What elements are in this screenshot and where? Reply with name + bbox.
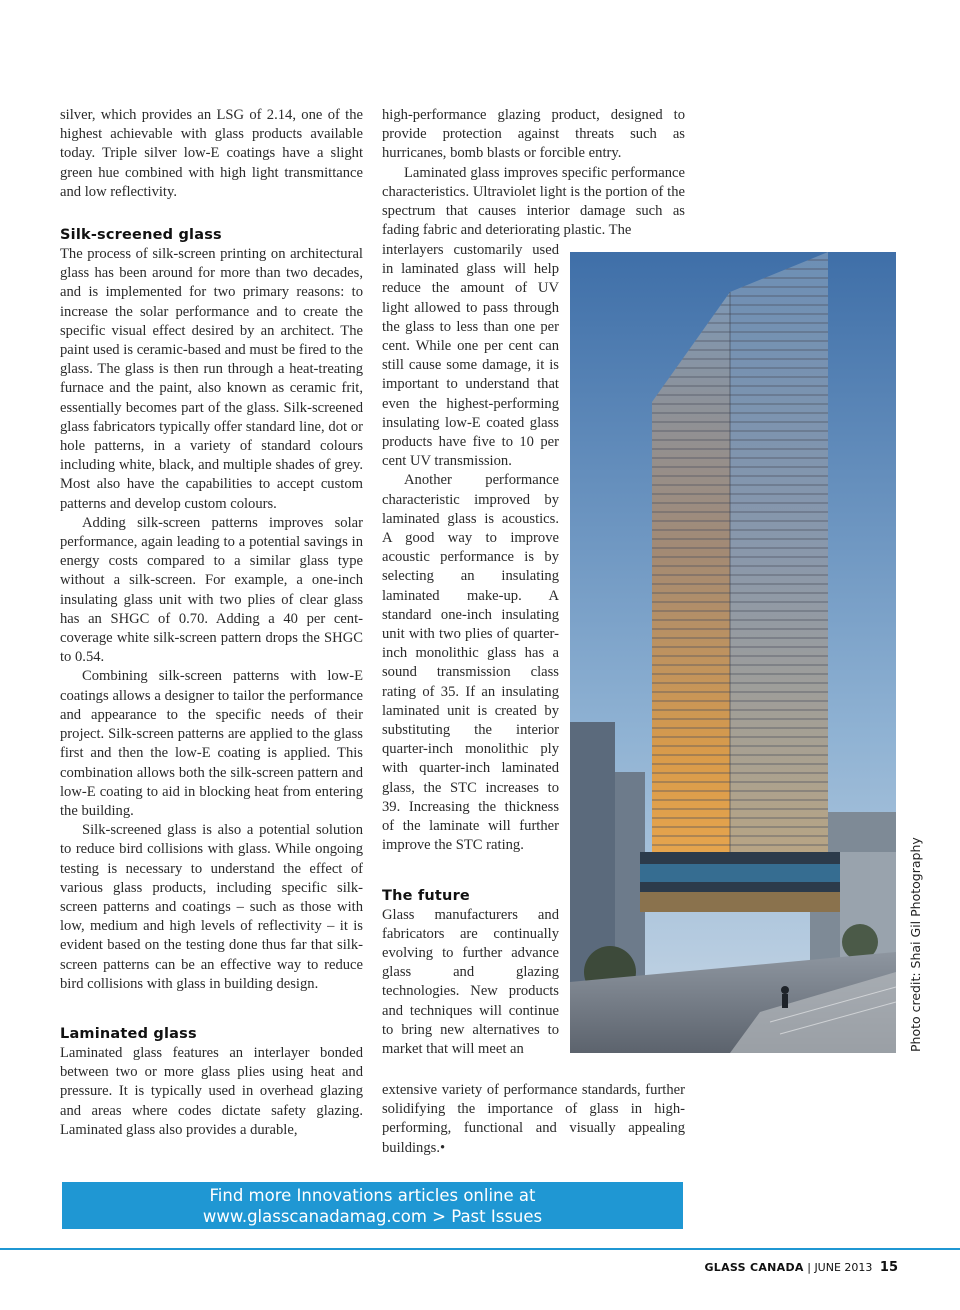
silk-paragraph-1: The process of silk-screen printing on architectural glass has been around for more than two decades, and is implemented for two primary reasons: to increase the solar performance and to create the specific visual effect desired by an architect. The paint used is ceramic-based and must be fired to the glass. The glass is then run through a heat-treating furnace and the paint, also known as ceramic frit, essentially becomes part of the glass. Silk-screened glass fabricators typically offer standard line, dot or hole patterns, in a variety of standard colours including white, black, and multiple shades of grey. Most also have the capabilities to accept custom patterns and develop custom colours. bbox=[60, 246, 363, 512]
silk-paragraph-4: Silk-screened glass is also a potential solution to reduce bird collisions with glass. While ongoing testing is necessary to understand the effect of various glass products, including specific silk-screen patterns and coatings – such as those with low, medium and high levels of reflectivity – it is evident based on the testing done thus far that silk-screen patterns can be an effective way to reduce bird collisions with glass in building design. bbox=[60, 822, 363, 992]
online-articles-banner[interactable] bbox=[62, 1182, 683, 1229]
silk-paragraph-3: Combining silk-screen patterns with low-E coatings allows a designer to tailor the performance and appearance to the specific needs of their project. Silk-screen patterns are applied to the glass first and then the low-E coating is applied. This combination allows both the silk-screen pattern and low-E coating to aid in blocking heat from entering the building. bbox=[60, 668, 363, 819]
page-footer bbox=[704, 1260, 898, 1275]
building-photo bbox=[570, 252, 896, 1053]
intro-paragraph: silver, which provides an LSG of 2.14, one of the highest achievable with glass products available today. Triple silver low-E coatings have a slight green hue combined with high light transmittance and low reflectivity. bbox=[60, 107, 363, 200]
page-number: 15 bbox=[879, 1260, 898, 1275]
publication-name: GLASS CANADA bbox=[704, 1261, 804, 1274]
laminated-paragraph-1: Laminated glass features an interlayer bonded between two or more glass plies using heat and pressure. It is typically used in overhead glazing and areas where codes dictate safety glazing. Laminated glass also provides a durable, bbox=[60, 1044, 363, 1138]
acoustic-paragraph: Another performance characteristic improved by laminated glass is acoustics. A good way to improve acoustic performance is by selecting an insulating laminated make-up. A standard one-inch insulating unit with two plies of quarter-inch monolithic glass has a sound transmission class rating of 35. If an insulating laminated unit is created by substituting the interior quarter-inch monolithic ply with quarter-inch laminated glass, the STC increases to 39. Increasing the thickness of the laminate will further improve the STC rating. bbox=[382, 472, 559, 854]
photo-credit: Photo credit: Shai Gil Photography bbox=[908, 837, 923, 1052]
uv-paragraph-rest: interlayers customarily used in laminated glass will help reduce the amount of UV light allowed to pass through the glass to less than one per cent. While one per cent can still cause some damage, it is important to understand that even the highest-performing insulating low-E coated glass products have five to 10 per cent UV transmission. bbox=[382, 242, 559, 470]
future-heading: The future bbox=[382, 887, 470, 904]
banner-line-1: Find more Innovations articles online at bbox=[209, 1185, 536, 1205]
left-column bbox=[60, 106, 363, 1140]
future-paragraph-rest: extensive variety of performance standards, further solidifying the importance of glass in high-performing, functional and visually appealing buildings.• bbox=[382, 1082, 685, 1156]
footer-separator: | bbox=[807, 1261, 811, 1274]
uv-paragraph-top: Laminated glass improves specific performance characteristics. Ultraviolet light is the portion of the spectrum that causes interior damage such as fading fabric and deteriorating plastic. The bbox=[382, 164, 685, 239]
silk-paragraph-2: Adding silk-screen patterns improves solar performance, again leading to a potential savings in energy costs compared to a similar glass type without a silk-screen. For example, a one-inch insulating glass unit with two plies of clear glass has an SHGC of 0.70. Adding a 40 per cent-coverage white silk-screen pattern drops the SHGC to 0.54. bbox=[60, 514, 363, 666]
banner-link[interactable]: www.glasscanadamag.com > Past Issues bbox=[202, 1206, 543, 1226]
footer-rule bbox=[0, 1248, 960, 1250]
silk-screened-heading: Silk-screened glass bbox=[60, 227, 222, 244]
right-column-narrow bbox=[382, 241, 559, 1059]
laminated-heading: Laminated glass bbox=[60, 1025, 197, 1042]
skyscraper-illustration bbox=[570, 252, 896, 1053]
issue-date: JUNE 2013 bbox=[814, 1261, 873, 1274]
continued-paragraph: high-performance glazing product, designed to provide protection against threats such as hurricanes, bomb blasts or forcible entry. bbox=[382, 107, 685, 162]
future-paragraph-top: Glass manufacturers and fabricators are continually evolving to further advance glass and glazing technologies. New products and techniques will continue to bring new alternatives to market that will meet an bbox=[382, 906, 559, 1057]
right-column-top bbox=[382, 106, 685, 240]
right-column-bottom bbox=[382, 1081, 685, 1158]
